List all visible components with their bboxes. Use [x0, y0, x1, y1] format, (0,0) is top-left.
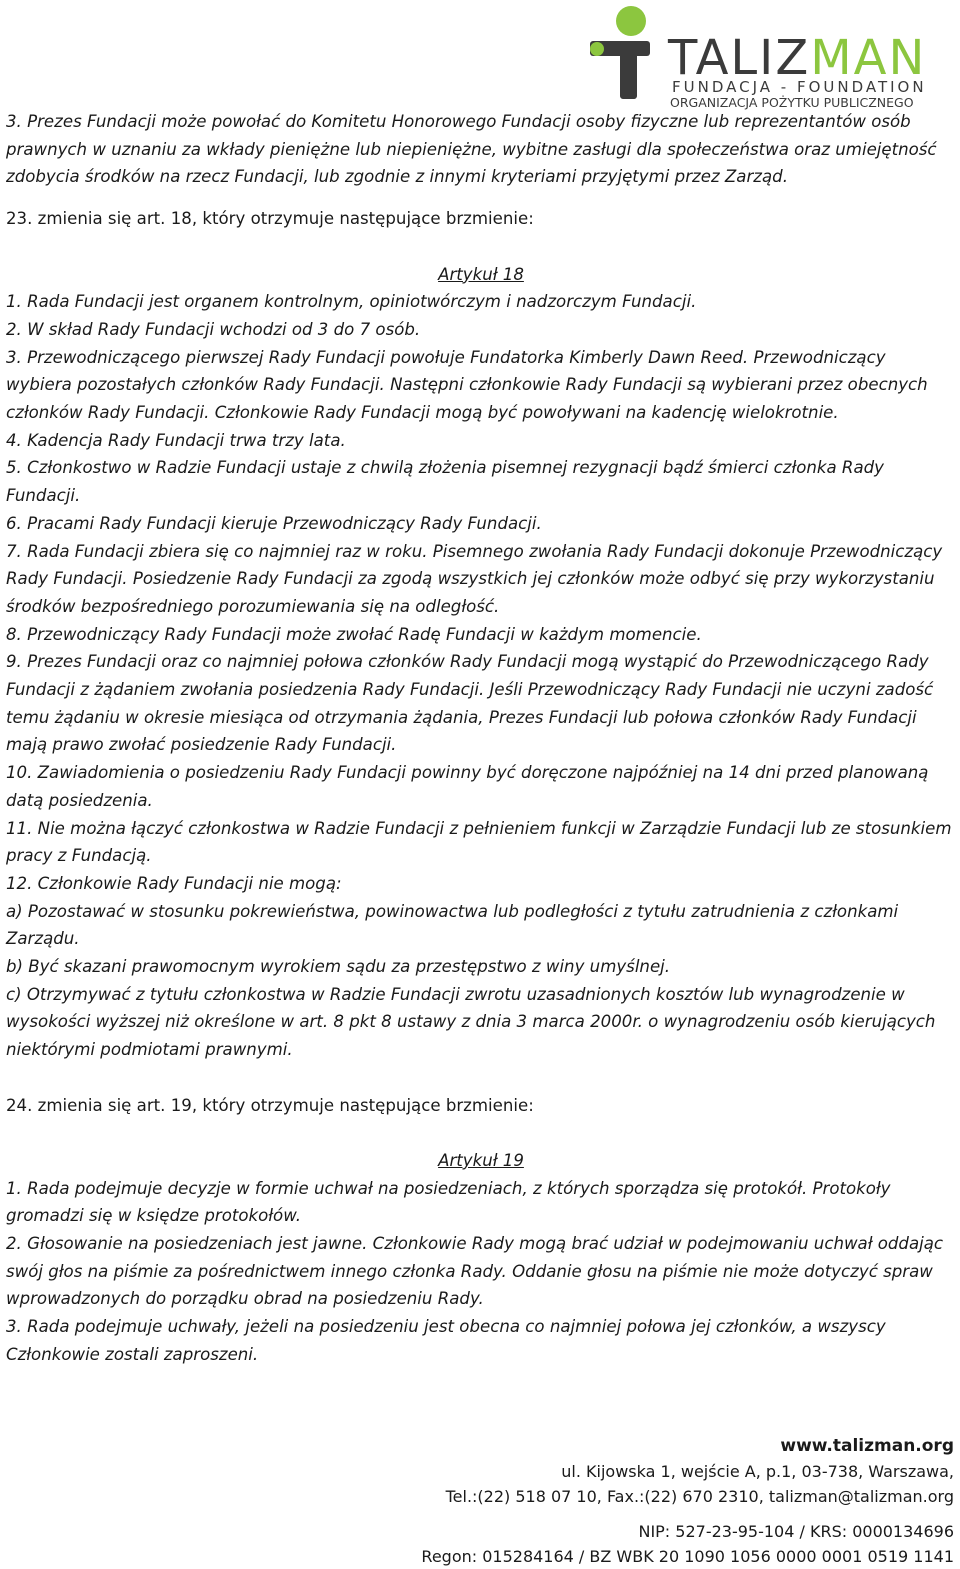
- article-18-item: 12. Członkowie Rady Fundacji nie mogą:: [6, 873, 342, 893]
- article-18-item: 1. Rada Fundacji jest organem kontrolnym, opiniotwórczym i nadzorczym Fundacji.: [6, 292, 697, 312]
- footer-regon-bank: Regon: 015284164 / BZ WBK 20 1090 1056 0000 0001 0519 1141: [421, 1547, 954, 1566]
- article-18-item: a) Pozostawać w stosunku pokrewieństwa, powinowactwa lub podległości z tytułu zatrudnienia z członkami Zarządu.: [6, 901, 899, 949]
- article-19-item: 2. Głosowanie na posiedzeniach jest jawne. Członkowie Rady mogą brać udział w podejmowaniu uchwał oddając swój głos na piśmie za pośrednictwem innego członka Rady. Oddanie głosu na piśmie nie może dotyczyć spraw wprowadzonych do porządku obrad na posiedzeniu Rady.: [6, 1234, 944, 1309]
- footer-address: ul. Kijowska 1, wejście A, p.1, 03-738, Warszawa,: [561, 1462, 954, 1481]
- talizman-logo: [584, 4, 956, 114]
- logo-subtitle: FUNDACJA - FOUNDATION: [672, 78, 927, 96]
- logo-wordmark: [668, 30, 927, 86]
- page-footer: [421, 1434, 954, 1569]
- article-18-item: 8. Przewodniczący Rady Fundacji może zwołać Radę Fundacji w każdym momencie.: [6, 624, 702, 644]
- article-18-body: [6, 288, 956, 1064]
- document-body: [6, 108, 956, 1369]
- footer-contact: Tel.:(22) 518 07 10, Fax.:(22) 670 2310, talizman@talizman.org: [445, 1487, 954, 1506]
- article-18-item: 4. Kadencja Rady Fundacji trwa trzy lata.: [6, 430, 346, 450]
- article-19-item: 1. Rada podejmuje decyzje w formie uchwał na posiedzeniach, z których sporządza się protokół. Protokoły gromadzi się w księdze protokołów.: [6, 1178, 891, 1226]
- amendment-23: 23. zmienia się art. 18, który otrzymuje następujące brzmienie:: [6, 209, 534, 229]
- footer-nip-krs: NIP: 527-23-95-104 / KRS: 0000134696: [638, 1522, 954, 1541]
- article-18-item: 7. Rada Fundacji zbiera się co najmniej raz w roku. Pisemnego zwołania Rady Fundacji dokonuje Przewodniczący Rady Fundacji. Posiedzenie Rady Fundacji za zgodą wszystkich jej członków może odbyć się przy wykorzystaniu środków bezpośredniego porozumiewania się na odległość.: [6, 541, 943, 616]
- article-19-body: [6, 1175, 956, 1369]
- article-18-item: 5. Członkostwo w Radzie Fundacji ustaje z chwilą złożenia pisemnej rezygnacji bądź śmierci członka Rady Fundacji.: [6, 458, 884, 506]
- paragraph-art17-3: 3. Prezes Fundacji może powołać do Komitetu Honorowego Fundacji osoby fizyczne lub reprezentantów osób prawnych w uznaniu za wkłady pieniężne lub niepieniężne, wybitne zasługi dla społeczeństwa oraz umiejętność zdobycia środków na rzecz Fundacji, lub zgodnie z innymi kryteriami przyjętymi przez Zarząd.: [6, 112, 937, 187]
- footer-website-link[interactable]: www.talizman.org: [780, 1436, 954, 1456]
- article-18-item: 9. Prezes Fundacji oraz co najmniej połowa członków Rady Fundacji mogą wystąpić do Przewodniczącego Rady Fundacji z żądaniem zwołania posiedzenia Rady Fundacji. Jeśli Przewodniczący Rady Fundacji nie uczyni zadość temu żądaniu w okresie miesiąca od otrzymania żądania, Prezes Fundacji lub połowa członków Rady Fundacji mają prawo zwołać posiedzenie Rady Fundacji.: [6, 652, 934, 755]
- article-18-item: b) Być skazani prawomocnym wyrokiem sądu za przestępstwo z winy umyślnej.: [6, 957, 671, 977]
- article-18-item: 6. Pracami Rady Fundacji kieruje Przewodniczący Rady Fundacji.: [6, 513, 542, 533]
- article-19-heading: Artykuł 19: [438, 1150, 524, 1170]
- amendment-24: 24. zmienia się art. 19, który otrzymuje następujące brzmienie:: [6, 1095, 534, 1115]
- article-19-item: 3. Rada podejmuje uchwały, jeżeli na posiedzeniu jest obecna co najmniej połowa jej członków, a wszyscy Członkowie zostali zaproszeni.: [6, 1317, 886, 1364]
- logo-figure-icon: [584, 4, 668, 114]
- article-18-item: c) Otrzymywać z tytułu członkostwa w Radzie Fundacji zwrotu uzasadnionych kosztów lub wynagrodzenie w wysokości wyższej niż określone w art. 8 pkt 8 ustawy z dnia 3 marca 2000r. o wynagrodzeniu osób kierujących niektórymi podmiotami prawnymi.: [6, 984, 936, 1060]
- logo-word-accent: MAN: [810, 30, 927, 86]
- logo-word-main: TALIZ: [668, 30, 811, 86]
- article-18-item: 10. Zawiadomienia o posiedzeniu Rady Fundacji powinny być doręczone najpóźniej na 14 dni przed planowaną datą posiedzenia.: [6, 763, 929, 810]
- article-18-heading: Artykuł 18: [438, 264, 524, 284]
- article-18-item: 11. Nie można łączyć członkostwa w Radzie Fundacji z pełnieniem funkcji w Zarządzie Fundacji lub ze stosunkiem pracy z Fundacją.: [6, 818, 952, 866]
- article-18-item: 3. Przewodniczącego pierwszej Rady Fundacji powołuje Fundatorka Kimberly Dawn Reed. Przewodniczący wybiera pozostałych członków Rady Fundacji. Następni członkowie Rady Fundacji są wybierani przez obecnych członków Rady Fundacji. Członkowie Rady Fundacji mogą być powoływani na kadencję wielokrotnie.: [6, 347, 928, 423]
- logo-subtitle-2: ORGANIZACJA POŻYTKU PUBLICZNEGO: [670, 95, 914, 110]
- article-18-item: 2. W skład Rady Fundacji wchodzi od 3 do 7 osób.: [6, 319, 421, 339]
